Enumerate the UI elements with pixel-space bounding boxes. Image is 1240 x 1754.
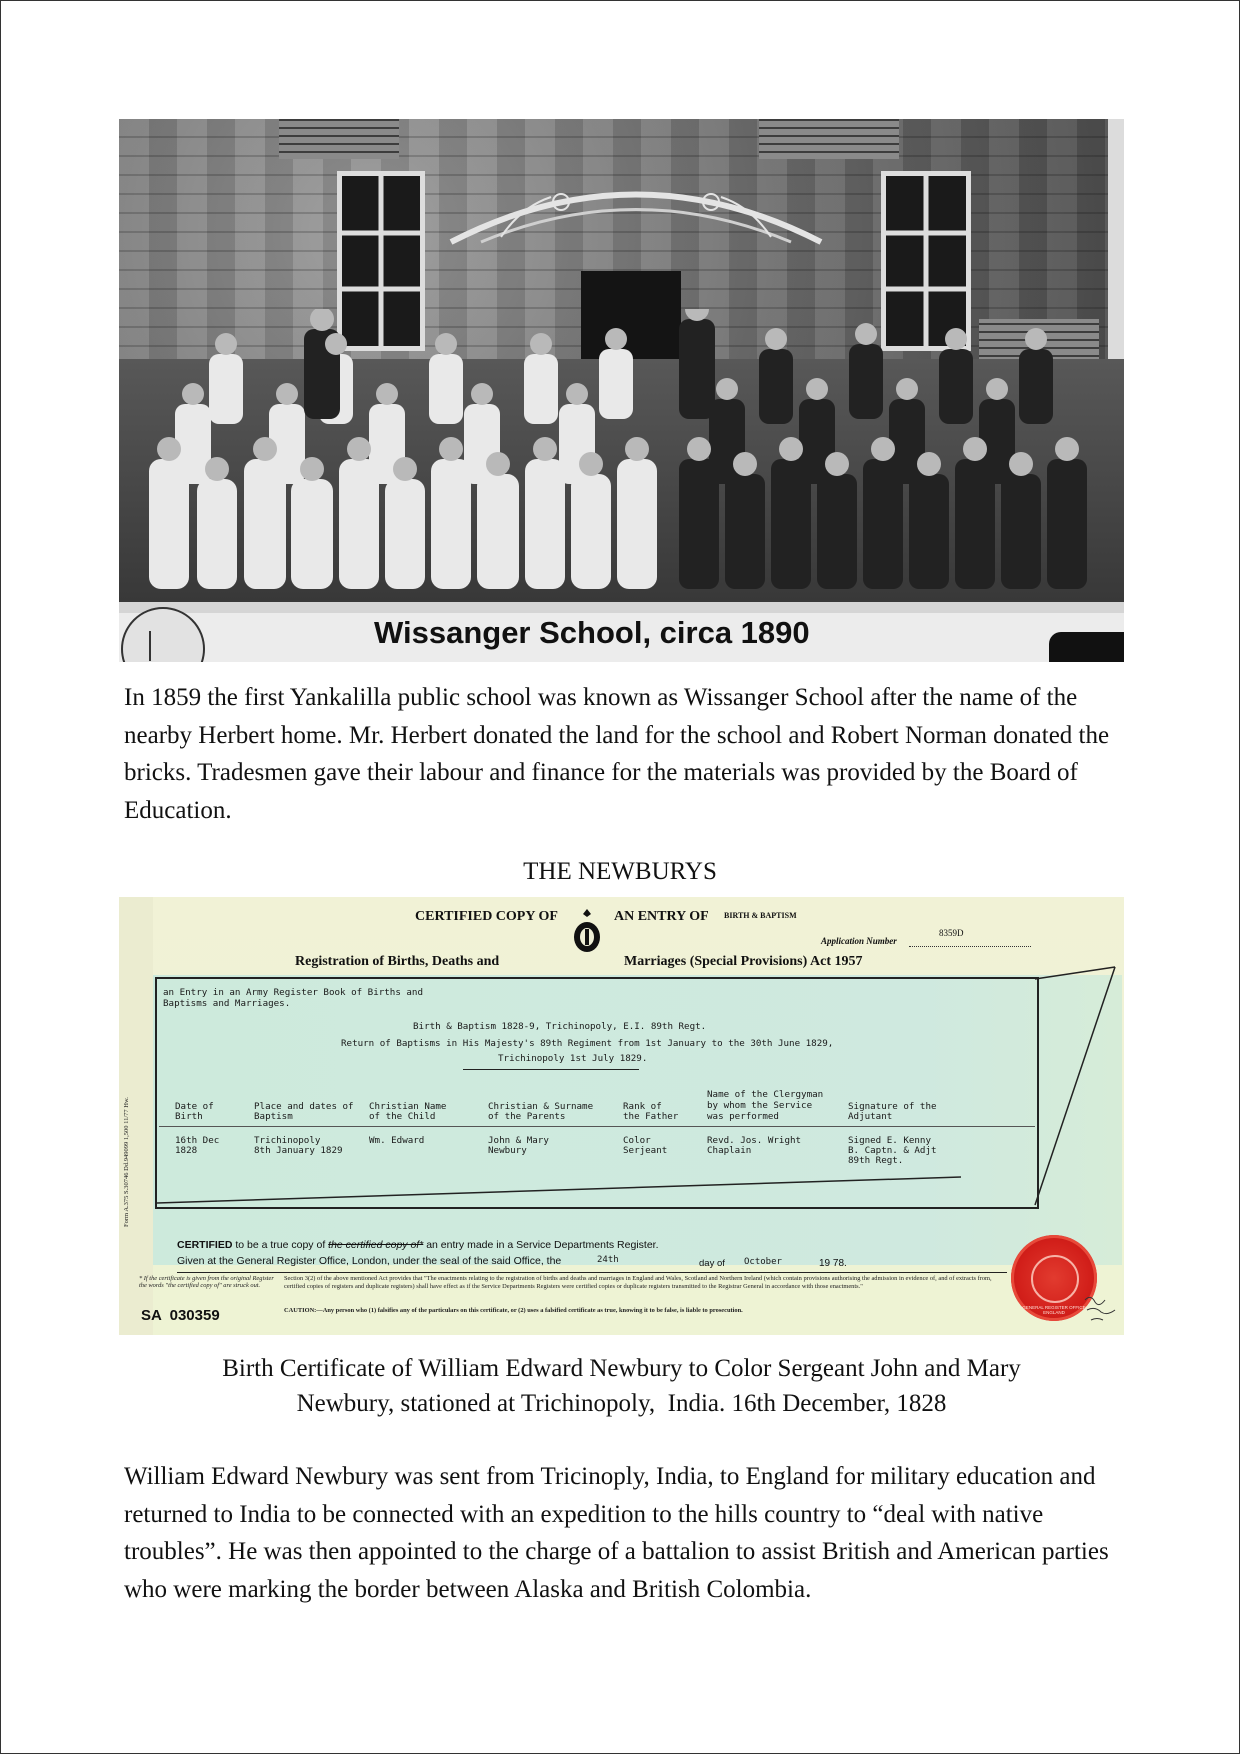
- cert-footnote: * If the certificate is given from the original Register the words "the certified copy of" are struck out.: [139, 1275, 274, 1290]
- cert-section-note: Section 3(2) of the above mentioned Act provides that "The enactments relating to the registration of births and deaths and marriages in England and Wales, Scotland and Northern Ireland (which contain provisions authorising the admission in evidence of, and of extracts from, certified copies of registers and duplicate registers) shall have effect as if the Service Departments Registers were certified copies or duplicate registers transmitted to the Registrar General in accordance with those enactments.": [284, 1275, 992, 1290]
- birth-certificate: [119, 897, 1124, 1335]
- children-figures: [119, 309, 1124, 619]
- cert-heading-line-1: Birth & Baptism 1828-9, Trichinopoly, E.I. 89th Regt.: [413, 1021, 707, 1032]
- col-header-parents-2: of the Parents: [488, 1111, 566, 1122]
- seal-inner-ring: [1031, 1255, 1079, 1303]
- entry-adjutant-3: 89th Regt.: [848, 1155, 904, 1166]
- col-header-clergy-2: by whom the Service: [707, 1100, 813, 1111]
- seal-text: GENERAL REGISTER OFFICE ENGLAND: [1022, 1305, 1086, 1315]
- photo-caption: Wissanger School, circa 1890: [374, 615, 810, 650]
- entry-parents-2: Newbury: [488, 1145, 527, 1156]
- school-photo: [119, 119, 1124, 662]
- cert-heading-line-2: Return of Baptisms in His Majesty's 89th Regiment from 1st January to the 30th June 1829,: [341, 1038, 834, 1049]
- entry-adjutant-1: Signed E. Kenny: [848, 1135, 931, 1146]
- given-year: 19 78.: [819, 1258, 847, 1269]
- heading-underline: [463, 1069, 639, 1070]
- cert-side-text: Form A.375 S.30746 Dd.949099 1,500 11/77 Hw.: [123, 1097, 130, 1227]
- entry-clergy-2: Chaplain: [707, 1145, 752, 1156]
- day-of-label: day of: [699, 1258, 725, 1269]
- entry-baptism-2: 8th January 1829: [254, 1145, 343, 1156]
- cert-title-left: Registration of Births, Deaths and: [295, 954, 500, 969]
- entry-child-name: Wm. Edward: [369, 1135, 425, 1146]
- brick-band: [279, 119, 399, 159]
- section-heading: THE NEWBURYS: [523, 858, 717, 885]
- entry-birth-2: 1828: [175, 1145, 198, 1156]
- certified-suffix: an entry made in a Service Departments Register.: [423, 1239, 659, 1251]
- given-day: 24th: [597, 1255, 619, 1265]
- entry-baptism-1: Trichinopoly: [254, 1135, 321, 1146]
- cert-header-right: AN ENTRY OF: [614, 909, 709, 924]
- col-header-birth-1: Date of: [175, 1101, 214, 1112]
- col-header-child-1: Christian Name: [369, 1101, 447, 1112]
- entry-parents-1: John & Mary: [488, 1135, 549, 1146]
- cert-intro-line-2: Baptisms and Marriages.: [163, 998, 291, 1009]
- newbury-biography-paragraph: William Edward Newbury was sent from Tricinoply, India, to England for military education and returned to India to be connected with an expedition to the hills country to “deal with native troubles”. He was then appointed to the charge of a battalion to assist British and American parties who were marking the border between Alaska and British Colombia.: [124, 1463, 1109, 1603]
- cert-certified-line: [177, 1239, 659, 1251]
- certified-prefix: CERTIFIED: [177, 1239, 233, 1251]
- certificate-caption: [119, 1351, 1124, 1421]
- ship-icon: [149, 631, 179, 661]
- entry-adjutant-2: B. Captn. & Adjt: [848, 1145, 937, 1156]
- cert-given-line: [177, 1255, 561, 1267]
- footer-rule: [177, 1272, 1007, 1273]
- cert-application-number: 8359D: [939, 928, 964, 938]
- certificate-caption-line-1: Birth Certificate of William Edward Newbury to Color Sergeant John and Mary: [222, 1355, 1021, 1382]
- entry-birth-1: 16th Dec: [175, 1135, 220, 1146]
- col-header-baptism-1: Place and dates of: [254, 1101, 354, 1112]
- cert-application-label: Application Number: [821, 936, 897, 946]
- school-history-paragraph: In 1859 the first Yankalilla public school was known as Wissanger School after the name of the nearby Herbert home. Mr. Herbert donated the land for the school and Robert Norman donated the bricks. Tradesmen gave their labour and finance for the materials was provided by the Board of Education.: [124, 684, 1110, 824]
- col-header-adjutant-2: Adjutant: [848, 1111, 893, 1122]
- cert-header-left: CERTIFIED COPY OF: [415, 909, 558, 924]
- photo-corner-mark: [1049, 632, 1124, 662]
- header-divider: [159, 1126, 1035, 1127]
- ornate-gable: [441, 157, 831, 247]
- entry-rank-2: Serjeant: [623, 1145, 668, 1156]
- cert-title-right: Marriages (Special Provisions) Act 1957: [624, 954, 863, 969]
- certified-text: to be a true copy of: [232, 1239, 329, 1251]
- handwritten-annotation-icon: [1081, 1292, 1121, 1326]
- entry-rank-1: Color: [623, 1135, 651, 1146]
- col-header-rank-2: the Father: [623, 1111, 679, 1122]
- col-header-clergy-1: Name of the Clergyman: [707, 1089, 824, 1100]
- cert-heading-line-3: Trichinopoly 1st July 1829.: [498, 1053, 648, 1064]
- col-header-adjutant-1: Signature of the: [848, 1101, 937, 1112]
- certificate-caption-line-2: Newbury, stationed at Trichinopoly, India. 16th December, 1828: [296, 1390, 947, 1417]
- col-header-baptism-2: Baptism: [254, 1111, 293, 1122]
- col-header-clergy-3: was performed: [707, 1111, 779, 1122]
- brick-band: [759, 119, 899, 159]
- cert-caution: CAUTION:—Any person who (1) falsifies any of the particulars on this certificate, or (2) uses a falsified certificate as true, knowing it to be false, is liable to prosecution.: [284, 1307, 743, 1314]
- certified-struck: the certified copy of*: [328, 1239, 424, 1251]
- cert-intro-line-1: an Entry in an Army Register Book of Births and: [163, 987, 423, 998]
- col-header-rank-1: Rank of: [623, 1101, 662, 1112]
- given-month: October: [744, 1257, 782, 1267]
- cert-serial: SA 030359: [141, 1307, 220, 1324]
- cert-entry-type: BIRTH & BAPTISM: [724, 911, 797, 920]
- col-header-birth-2: Birth: [175, 1111, 203, 1122]
- col-header-parents-1: Christian & Surname: [488, 1101, 594, 1112]
- entry-clergy-1: Revd. Jos. Wright: [707, 1135, 802, 1146]
- given-text: Given at the General Register Office, London, under the seal of the said Office, the: [177, 1255, 562, 1267]
- col-header-child-2: of the Child: [369, 1111, 436, 1122]
